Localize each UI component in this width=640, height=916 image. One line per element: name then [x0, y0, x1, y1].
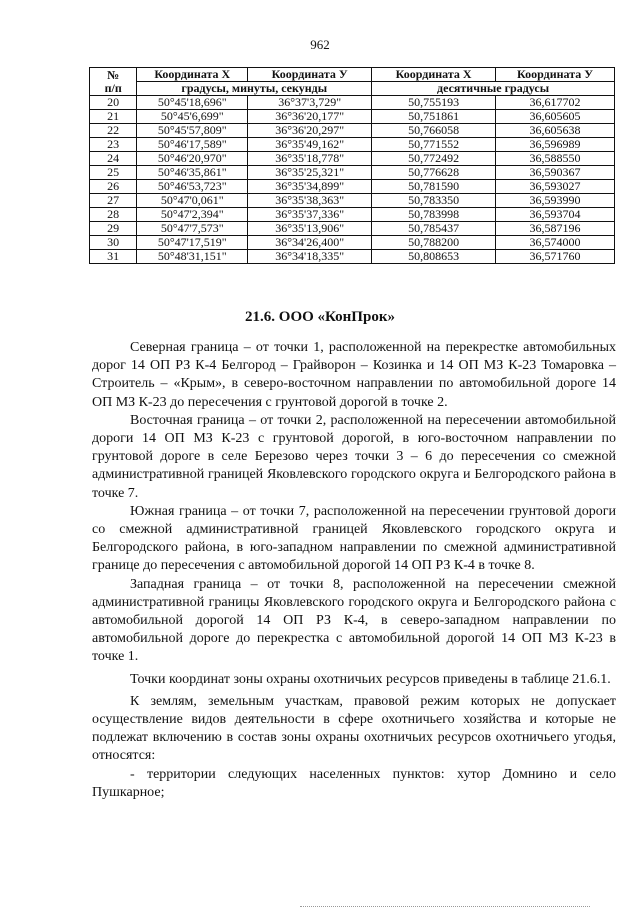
table-cell-n: 23: [90, 138, 137, 152]
table-cell-x-dms: 50°46'17,589": [137, 138, 248, 152]
header-coord-x-dms: Координата X: [137, 68, 248, 82]
section-heading: 21.6. ООО «КонПрок»: [245, 309, 395, 325]
table-cell-n: 24: [90, 152, 137, 166]
table-cell-y-dms: 36°35'25,321": [248, 166, 372, 180]
table-cell-x-dms: 50°45'57,809": [137, 124, 248, 138]
table-cell-x-dec: 50,751861: [372, 110, 496, 124]
table-cell-x-dec: 50,781590: [372, 180, 496, 194]
table-header-row: [90, 68, 615, 82]
table-cell-y-dec: 36,587196: [496, 222, 615, 236]
table-cell-x-dms: 50°46'20,970": [137, 152, 248, 166]
coordinates-table: [89, 67, 615, 264]
table-cell-y-dec: 36,574000: [496, 236, 615, 250]
table-cell-x-dms: 50°47'7,573": [137, 222, 248, 236]
table-cell-x-dms: 50°46'53,723": [137, 180, 248, 194]
table-cell-y-dec: 36,593990: [496, 194, 615, 208]
table-row: [90, 96, 615, 110]
header-group-dms: градусы, минуты, секунды: [137, 82, 372, 96]
table-cell-y-dec: 36,605605: [496, 110, 615, 124]
table-cell-x-dms: 50°45'6,699": [137, 110, 248, 124]
table-cell-y-dms: 36°37'3,729": [248, 96, 372, 110]
table-cell-n: 31: [90, 250, 137, 264]
table-cell-y-dms: 36°34'18,335": [248, 250, 372, 264]
table-cell-y-dms: 36°35'37,336": [248, 208, 372, 222]
table-cell-x-dms: 50°45'18,696": [137, 96, 248, 110]
table-cell-y-dec: 36,593027: [496, 180, 615, 194]
table-cell-n: 20: [90, 96, 137, 110]
paragraph: - территории следующих населенных пунктов: хутор Домнино и село Пушкарное;: [92, 766, 616, 800]
paragraph: К землям, земельным участкам, правовой режим которых не допускает осуществление видов деятельности в сфере охотничьего хозяйства и которые не подлежат включению в состав зоны охраны охотничьих ресурсов охотничьего угодья, относятся:: [92, 693, 616, 764]
table-row: [90, 138, 615, 152]
paragraph: Восточная граница – от точки 2, расположенной на пересечении автомобильной дороги 14 ОП МЗ К-23 с грунтовой дорогой, в юго-восточном направлении по грунтовой дороге в селе Березово через точки 3 – 6 до пересечения со смежной административной границей Яковлевского городского округа и Белгородского района в точке 7.: [92, 412, 616, 501]
paragraph: Западная граница – от точки 8, расположенной на пересечении смежной административной границы Яковлевского городского округа и Белгородского района с автомобильной дорогой 14 ОП РЗ К-4, в северо-западном направлении по автомобильной дороге до перекрестка с автомобильной дорогой 14 ОП МЗ К-23 в точке 1.: [92, 576, 616, 665]
table-cell-y-dms: 36°36'20,177": [248, 110, 372, 124]
table-cell-x-dms: 50°46'35,861": [137, 166, 248, 180]
table-cell-y-dec: 36,590367: [496, 166, 615, 180]
table-cell-n: 29: [90, 222, 137, 236]
table-row: [90, 110, 615, 124]
table-cell-y-dms: 36°35'13,906": [248, 222, 372, 236]
table-cell-y-dec: 36,596989: [496, 138, 615, 152]
table-row: [90, 152, 615, 166]
header-coord-y-dms: Координата У: [248, 68, 372, 82]
table-row: [90, 222, 615, 236]
table-cell-n: 28: [90, 208, 137, 222]
table-row: [90, 236, 615, 250]
header-num-line1: №: [107, 67, 120, 82]
table-row: [90, 250, 615, 264]
paragraph: Северная граница – от точки 1, расположенной на перекрестке автомобильных дорог 14 ОП РЗ К-4 Белгород – Грайворон – Козинка и 14 ОП МЗ К-23 Томаровка – Строитель – «Крым», в северо-восточном направлении по автомобильной дороге 14 ОП МЗ К-23 до пересечения с грунтовой дорогой в точке 2.: [92, 340, 616, 410]
footer-rule: [300, 906, 590, 907]
table-cell-x-dec: 50,776628: [372, 166, 496, 180]
table-cell-x-dec: 50,783350: [372, 194, 496, 208]
table-row: [90, 208, 615, 222]
table-cell-x-dms: 50°47'17,519": [137, 236, 248, 250]
table-row: [90, 194, 615, 208]
header-group-decimal: десятичные градусы: [372, 82, 615, 96]
table-cell-y-dec: 36,617702: [496, 96, 615, 110]
table-cell-x-dms: 50°47'0,061": [137, 194, 248, 208]
table-cell-x-dec: 50,785437: [372, 222, 496, 236]
table-cell-x-dec: 50,808653: [372, 250, 496, 264]
header-coord-y-dec: Координата У: [496, 68, 615, 82]
table-body: [90, 96, 615, 264]
table-cell-x-dms: 50°48'31,151": [137, 250, 248, 264]
table-cell-y-dms: 36°34'26,400": [248, 236, 372, 250]
table-cell-x-dec: 50,783998: [372, 208, 496, 222]
table-subheader-row: [90, 82, 615, 96]
table-cell-n: 22: [90, 124, 137, 138]
table-row: [90, 124, 615, 138]
table-cell-y-dec: 36,593704: [496, 208, 615, 222]
paragraph: Южная граница – от точки 7, расположенной на пересечении грунтовой дороги со смежной административной границей Яковлевского городского округа и Белгородского района, в юго-западном направлении по смежной административной границе до пересечения с автомобильной дорогой 14 ОП РЗ К-4 в точке 8.: [92, 503, 616, 574]
table-row: [90, 180, 615, 194]
table-cell-n: 27: [90, 194, 137, 208]
table-cell-y-dms: 36°35'38,363": [248, 194, 372, 208]
table-cell-x-dec: 50,771552: [372, 138, 496, 152]
table-cell-x-dec: 50,755193: [372, 96, 496, 110]
page-number: 962: [310, 37, 330, 52]
table-cell-x-dms: 50°47'2,394": [137, 208, 248, 222]
table-cell-x-dec: 50,788200: [372, 236, 496, 250]
body-text: [92, 339, 616, 802]
table-cell-y-dec: 36,588550: [496, 152, 615, 166]
table-cell-y-dms: 36°35'34,899": [248, 180, 372, 194]
table-cell-n: 30: [90, 236, 137, 250]
table-cell-x-dec: 50,772492: [372, 152, 496, 166]
table-row: [90, 166, 615, 180]
table-cell-x-dec: 50,766058: [372, 124, 496, 138]
table-cell-n: 21: [90, 110, 137, 124]
header-num: [90, 68, 137, 96]
table-cell-y-dms: 36°36'20,297": [248, 124, 372, 138]
header-coord-x-dec: Координата X: [372, 68, 496, 82]
table-cell-y-dms: 36°35'18,778": [248, 152, 372, 166]
table-cell-n: 26: [90, 180, 137, 194]
header-num-line2: п/п: [104, 80, 122, 95]
table-cell-y-dms: 36°35'49,162": [248, 138, 372, 152]
paragraph: Точки координат зоны охраны охотничьих ресурсов приведены в таблице 21.6.1.: [130, 671, 611, 687]
table-cell-n: 25: [90, 166, 137, 180]
table-cell-y-dec: 36,605638: [496, 124, 615, 138]
table-cell-y-dec: 36,571760: [496, 250, 615, 264]
